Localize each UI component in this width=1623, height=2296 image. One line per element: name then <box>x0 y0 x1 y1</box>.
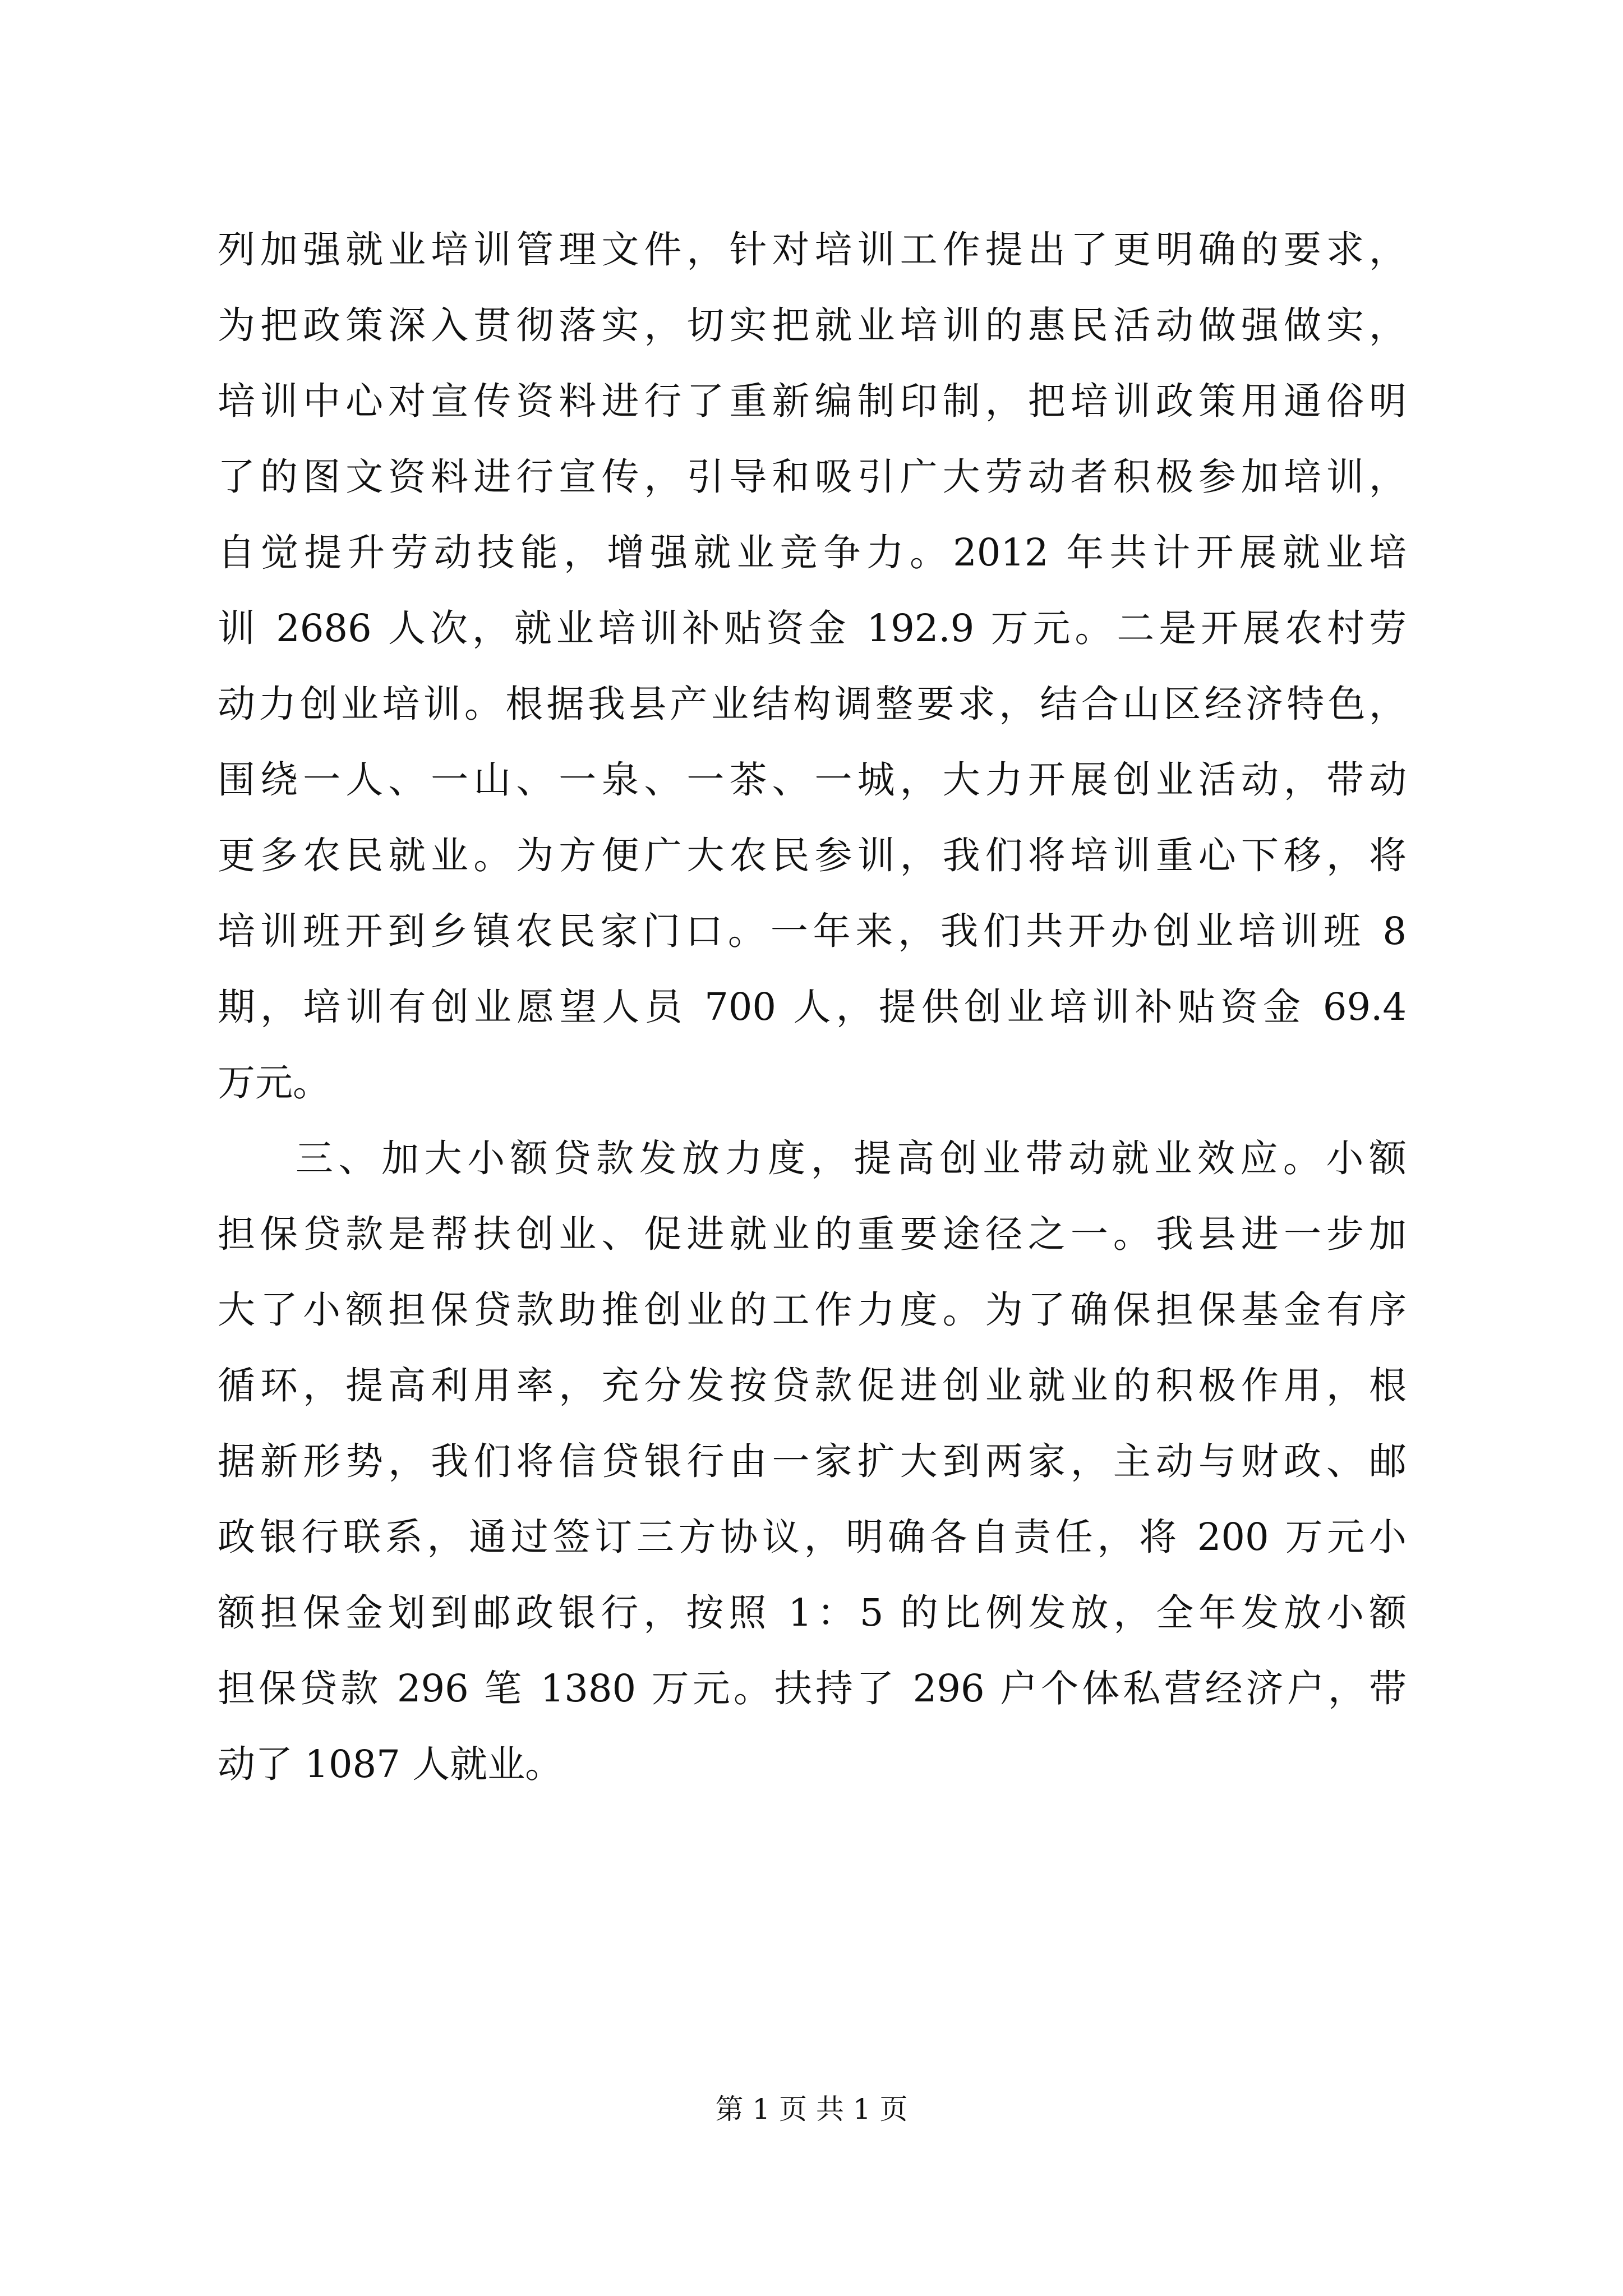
text-line: 围绕一人、一山、一泉、一茶、一城，大力开展创业活动，带动 <box>218 758 1407 802</box>
text-line: 额担保金划到邮政银行，按照 1：5 的比例发放，全年发放小额 <box>218 1591 1407 1635</box>
text-line: 政银行联系，通过签订三方协议，明确各自责任，将 200 万元小 <box>218 1515 1407 1559</box>
page-footer: 第 1 页 共 1 页 <box>715 2093 908 2125</box>
text-line: 培训班开到乡镇农民家门口。一年来，我们共开办创业培训班 8 <box>218 909 1407 953</box>
text-line: 据新形势，我们将信贷银行由一家扩大到两家，主动与财政、邮 <box>218 1439 1407 1483</box>
text-line: 训 2686 人次，就业培训补贴资金 192.9 万元。二是开展农村劳 <box>218 606 1407 650</box>
text-line: 自觉提升劳动技能，增强就业竞争力。2012 年共计开展就业培 <box>218 531 1407 574</box>
text-line: 动力创业培训。根据我县产业结构调整要求，结合山区经济特色， <box>218 682 1407 726</box>
text-line: 万元。 <box>218 1061 330 1105</box>
text-line: 为把政策深入贯彻落实，切实把就业培训的惠民活动做强做实， <box>218 303 1407 347</box>
text-line: 大了小额担保贷款助推创业的工作力度。为了确保担保基金有序 <box>218 1288 1407 1332</box>
text-line: 三、加大小额贷款发放力度，提高创业带动就业效应。小额 <box>296 1137 1407 1180</box>
text-line: 担保贷款 296 笔 1380 万元。扶持了 296 户个体私营经济户，带 <box>218 1667 1407 1710</box>
text-line: 了的图文资料进行宣传，引导和吸引广大劳动者积极参加培训， <box>218 455 1407 499</box>
text-line: 培训中心对宣传资料进行了重新编制印制，把培训政策用通俗明 <box>218 379 1407 423</box>
text-line: 担保贷款是帮扶创业、促进就业的重要途径之一。我县进一步加 <box>218 1212 1407 1256</box>
text-line: 动了 1087 人就业。 <box>218 1742 563 1786</box>
text-line: 循环，提高利用率，充分发按贷款促进创业就业的积极作用，根 <box>218 1364 1407 1407</box>
text-line: 更多农民就业。为方便广大农民参训，我们将培训重心下移，将 <box>218 834 1407 877</box>
text-line: 列加强就业培训管理文件，针对培训工作提出了更明确的要求， <box>218 228 1407 272</box>
text-line: 期，培训有创业愿望人员 700 人，提供创业培训补贴资金 69.4 <box>218 985 1407 1029</box>
